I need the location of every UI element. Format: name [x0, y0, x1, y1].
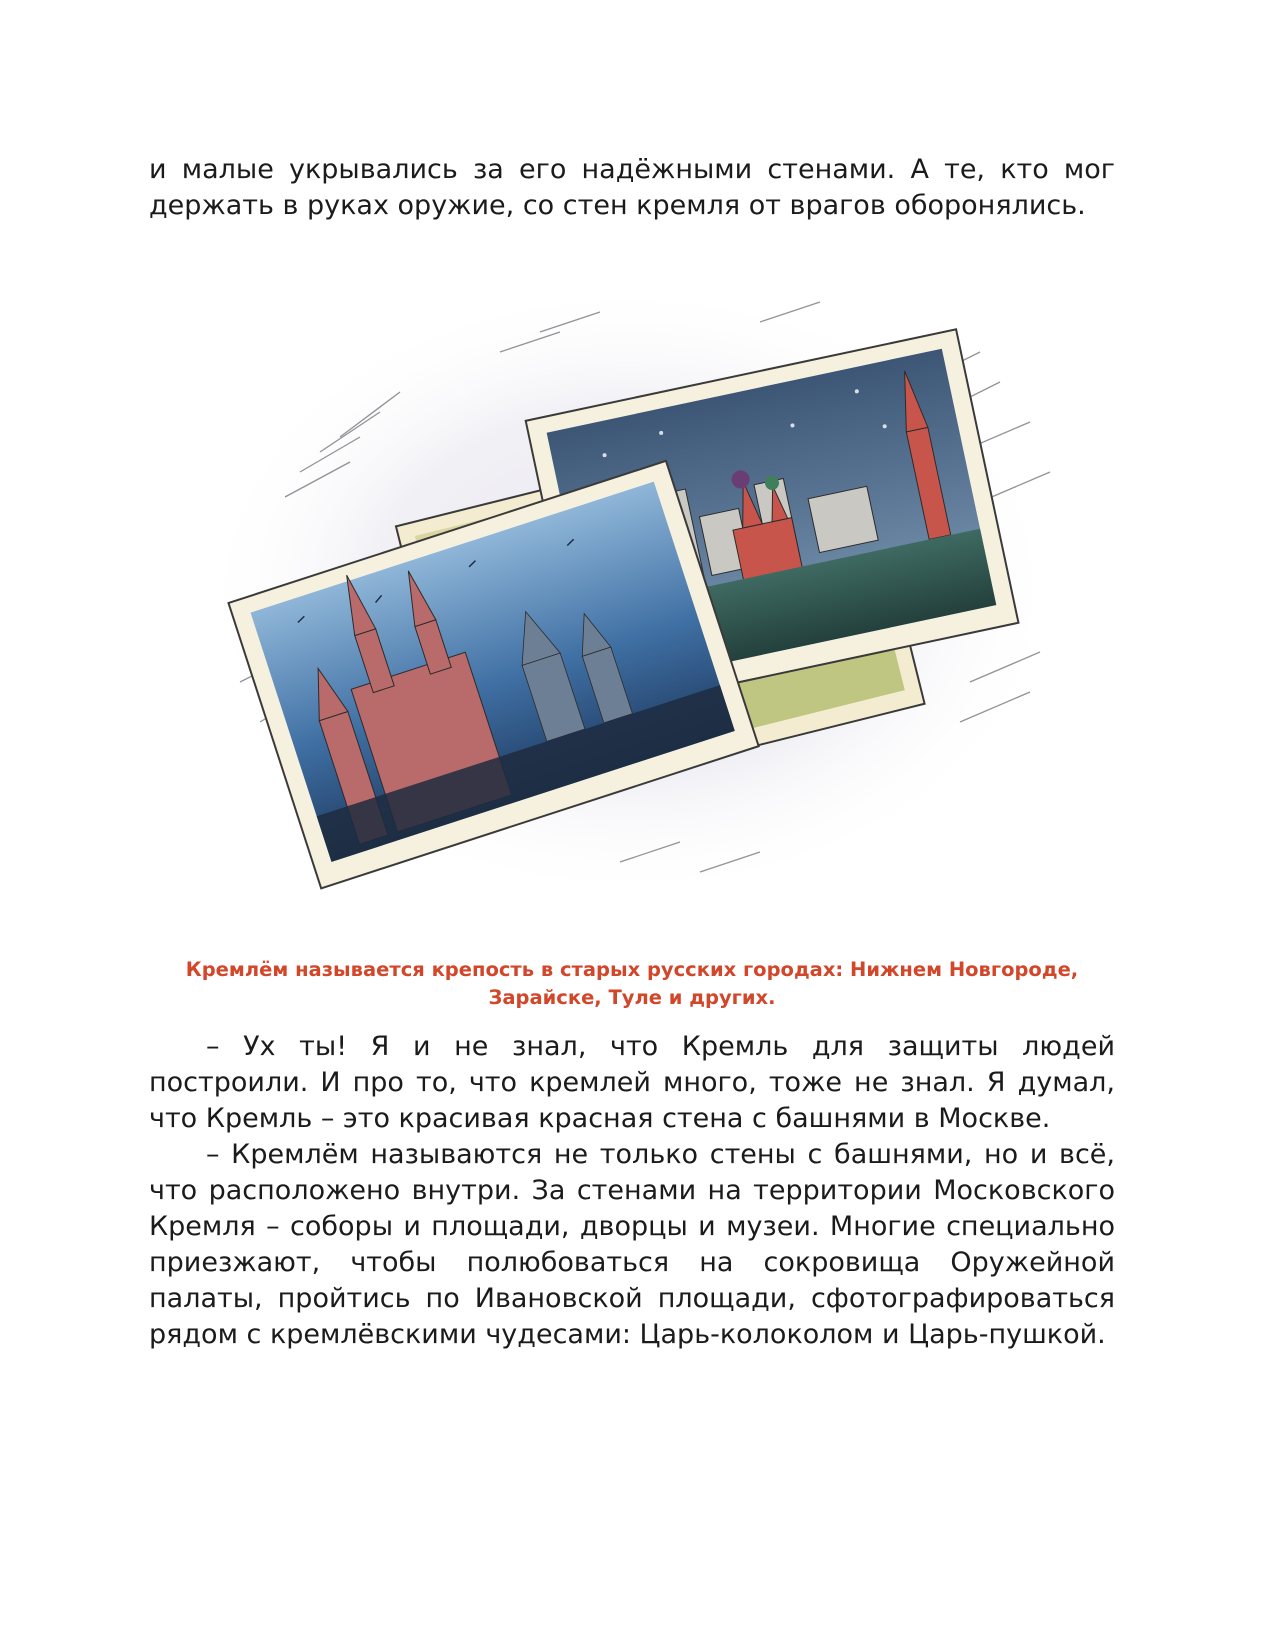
- top-text-block: [149, 152, 1115, 224]
- paragraph-continuation: и малые укрывались за его надёжными стенами. А те, кто мог держать в руках оружие, со стен кремля от врагов оборонялись.: [149, 154, 1115, 221]
- paragraph-dialogue-1: – Ух ты! Я и не знал, что Кремль для защиты людей построили. И про то, что кремлей много, тоже не знал. Я думал, что Кремль – это красивая красная стена с башнями в Москве.: [149, 1031, 1115, 1134]
- kremlin-photos-illustration: [200, 262, 1080, 912]
- paragraph-dialogue-2: – Кремлём называются не только стены с башнями, но и всё, что расположено внутри. За стенами на территории Московского Кремля – соборы и площади, дворцы и музеи. Многие специально приезжают, чтобы полюбоваться на сокровища Оружейной палаты, пройтись по Ивановской площади, сфотографироваться рядом с кремлёвскими чудесами: Царь-колоколом и Царь-пушкой.: [149, 1139, 1115, 1350]
- caption-line-1: Кремлём называется крепость в старых русских городах: Нижнем Новгороде,: [185, 958, 1079, 981]
- illustration-caption: [149, 956, 1115, 1012]
- main-text-block: [149, 1029, 1115, 1353]
- caption-line-2: Зарайске, Туле и других.: [488, 986, 776, 1009]
